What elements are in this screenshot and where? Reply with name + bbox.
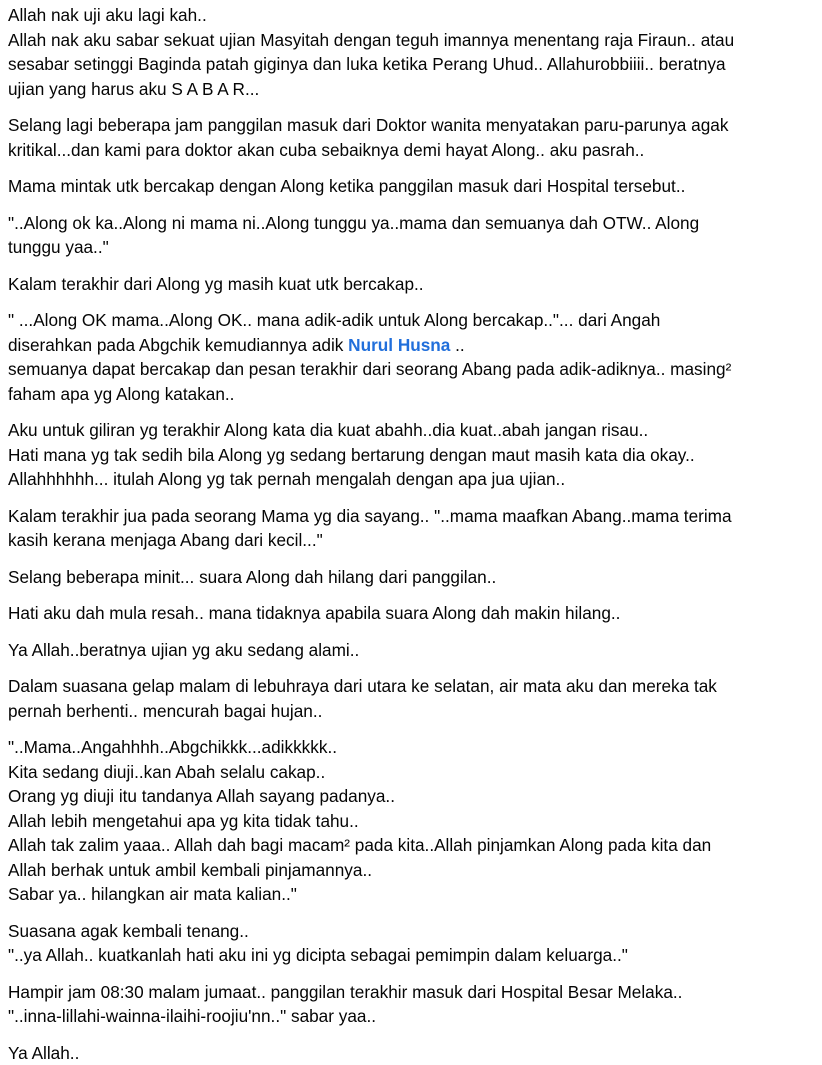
text-line: Hati mana yg tak sedih bila Along yg sedang bertarung dengan maut masih kata dia okay.. (8, 444, 695, 465)
text-line: Sabar ya.. hilangkan air mata kalian.." (8, 884, 297, 904)
paragraph (8, 308, 822, 406)
paragraph (8, 674, 822, 723)
paragraph (8, 601, 822, 626)
paragraph (8, 174, 822, 199)
text-line: Selang lagi beberapa jam panggilan masuk dari Doktor wanita menyatakan paru-parunya agak (8, 115, 729, 135)
text-line: Allahhhhhh... itulah Along yg tak pernah mengalah dengan apa jua ujian.. (8, 469, 566, 489)
paragraph (8, 735, 822, 907)
text-line: tunggu yaa.." (8, 237, 109, 257)
text-line: Dalam suasana gelap malam di lebuhraya dari utara ke selatan, air mata aku dan mereka tak (8, 676, 717, 696)
text-line: Selang beberapa minit... suara Along dah hilang dari panggilan.. (8, 566, 497, 587)
paragraph (8, 980, 822, 1029)
paragraph (8, 113, 822, 162)
text-line-with-mention (8, 333, 822, 358)
text-line: Allah berhak untuk ambil kembali pinjamannya.. (8, 859, 373, 880)
text-line: Hati aku dah mula resah.. mana tidaknya apabila suara Along dah makin hilang.. (8, 603, 621, 623)
text-line: Kita sedang diuji..kan Abah selalu cakap.. (8, 761, 326, 782)
text-line: Mama mintak utk bercakap dengan Along ketika panggilan masuk dari Hospital tersebut.. (8, 176, 686, 196)
text-line: Kalam terakhir dari Along yg masih kuat utk bercakap.. (8, 273, 424, 294)
paragraph (8, 919, 822, 968)
text-line-cut-off: Ya Allah.. (8, 1042, 80, 1063)
paragraph (8, 211, 822, 260)
paragraph (8, 504, 822, 553)
text-line: Kalam terakhir jua pada seorang Mama yg dia sayang.. "..mama maafkan Abang..mama terima (8, 505, 732, 526)
text-line: kasih kerana menjaga Abang dari kecil..." (8, 530, 323, 550)
text-line: "..Mama..Angahhhh..Abgchikkk...adikkkkk.. (8, 737, 337, 757)
text-line: "..inna-lillahi-wainna-ilaihi-roojiu'nn.." sabar yaa.. (8, 1006, 377, 1026)
text-fragment: .. (450, 334, 465, 355)
mention-link-nurul-husna[interactable]: Nurul Husna (348, 334, 451, 355)
paragraph (8, 272, 822, 297)
text-line: ujian yang harus aku S A B A R... (8, 78, 260, 99)
text-line: Hampir jam 08:30 malam jumaat.. panggilan terakhir masuk dari Hospital Besar Melaka.. (8, 981, 683, 1002)
text-line: Ya Allah..beratnya ujian yg aku sedang alami.. (8, 639, 360, 660)
text-line: sesabar setinggi Baginda patah giginya dan luka ketika Perang Uhud.. Allahurobbiiii.. beratnya (8, 54, 726, 74)
paragraph (8, 3, 822, 101)
paragraph (8, 418, 822, 492)
text-line: Allah tak zalim yaaa.. Allah dah bagi macam² pada kita..Allah pinjamkan Along pada kita dan (8, 835, 712, 855)
text-line: Aku untuk giliran yg terakhir Along kata dia kuat abahh..dia kuat..abah jangan risau.. (8, 420, 649, 440)
paragraph (8, 1041, 822, 1063)
text-line: faham apa yg Along katakan.. (8, 383, 235, 404)
text-line: Orang yg diuji itu tandanya Allah sayang padanya.. (8, 786, 395, 806)
text-line: Allah nak uji aku lagi kah.. (8, 5, 207, 25)
text-line: " ...Along OK mama..Along OK.. mana adik-adik untuk Along bercakap.."... dari Angah (8, 310, 661, 330)
paragraph (8, 565, 822, 590)
text-line: pernah berhenti.. mencurah bagai hujan.. (8, 700, 323, 721)
text-line: kritikal...dan kami para doktor akan cuba sebaiknya demi hayat Along.. aku pasrah.. (8, 139, 645, 160)
paragraph (8, 638, 822, 663)
text-line: Suasana agak kembali tenang.. (8, 920, 249, 941)
text-line: semuanya dapat bercakap dan pesan terakhir dari seorang Abang pada adik-adiknya.. masing² (8, 359, 732, 379)
text-line: Allah nak aku sabar sekuat ujian Masyitah dengan teguh imannya menentang raja Firaun.. atau (8, 29, 735, 50)
text-fragment: diserahkan pada Abgchik kemudiannya adik (8, 334, 349, 355)
text-line: Allah lebih mengetahui apa yg kita tidak tahu.. (8, 810, 359, 831)
text-line: "..Along ok ka..Along ni mama ni..Along tunggu ya..mama dan semuanya dah OTW.. Along (8, 212, 700, 233)
text-line: "..ya Allah.. kuatkanlah hati aku ini yg dicipta sebagai pemimpin dalam keluarga.." (8, 945, 628, 965)
